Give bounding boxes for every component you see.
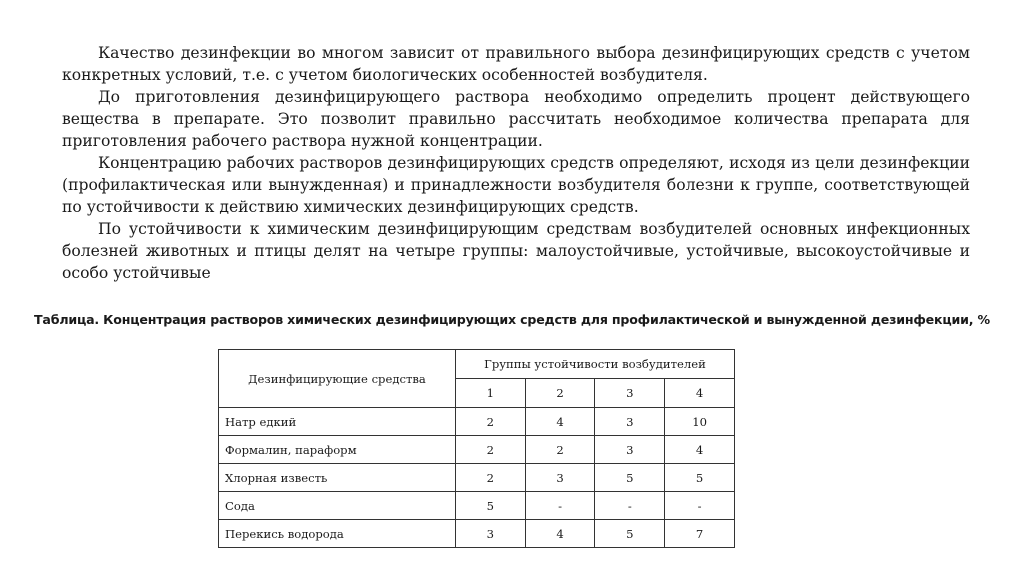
cell-value: 2 (525, 436, 595, 464)
cell-value: - (525, 492, 595, 520)
table-caption: Таблица. Концентрация растворов химических дезинфицирующих средств для профилактической и вынужденной дезинфекции, % (34, 312, 990, 327)
group-number: 2 (525, 379, 595, 408)
table-row (219, 520, 735, 548)
row-name: Сода (219, 492, 456, 520)
cell-value: 2 (455, 464, 525, 492)
table-row (219, 464, 735, 492)
cell-value: 5 (455, 492, 525, 520)
group-number: 3 (595, 379, 665, 408)
paragraph: Концентрацию рабочих растворов дезинфицирующих средств определяют, исходя из цели дезинфекции (профилактическая или вынужденная) и принадлежности возбудителя болезни к группе, соответствующей по устойчивости к действию химических дезинфицирующих средств. (62, 154, 970, 216)
row-name: Натр едкий (219, 408, 456, 436)
table-row (219, 436, 735, 464)
header-groups: Группы устойчивости возбудителей (455, 350, 734, 379)
cell-value: - (595, 492, 665, 520)
table-row (219, 408, 735, 436)
cell-value: 7 (665, 520, 735, 548)
table-row (219, 492, 735, 520)
cell-value: 3 (525, 464, 595, 492)
disinfectant-table (218, 349, 735, 548)
header-disinfectants: Дезинфицирующие средства (219, 350, 456, 408)
row-name: Хлорная известь (219, 464, 456, 492)
cell-value: 5 (595, 464, 665, 492)
cell-value: 5 (665, 464, 735, 492)
group-number: 4 (665, 379, 735, 408)
paragraph: Качество дезинфекции во многом зависит от правильного выбора дезинфицирующих средств с учетом конкретных условий, т.е. с учетом биологических особенностей возбудителя. (62, 44, 970, 84)
cell-value: 5 (595, 520, 665, 548)
cell-value: 2 (455, 436, 525, 464)
cell-value: - (665, 492, 735, 520)
cell-value: 4 (665, 436, 735, 464)
cell-value: 3 (595, 436, 665, 464)
paragraph: До приготовления дезинфицирующего раствора необходимо определить процент действующего вещества в препарате. Это позволит правильно рассчитать необходимое количества препарата для приготовления рабочего раствора нужной концентрации. (62, 88, 970, 150)
cell-value: 2 (455, 408, 525, 436)
body-text (62, 42, 970, 284)
row-name: Формалин, параформ (219, 436, 456, 464)
paragraph: По устойчивости к химическим дезинфицирующим средствам возбудителей основных инфекционных болезней животных и птицы делят на четыре группы: малоустойчивые, устойчивые, высокоустойчивые и особо устойчивые (62, 220, 970, 282)
cell-value: 4 (525, 408, 595, 436)
cell-value: 3 (595, 408, 665, 436)
group-number: 1 (455, 379, 525, 408)
cell-value: 10 (665, 408, 735, 436)
cell-value: 4 (525, 520, 595, 548)
row-name: Перекись водорода (219, 520, 456, 548)
table-header-row (219, 350, 735, 379)
cell-value: 3 (455, 520, 525, 548)
